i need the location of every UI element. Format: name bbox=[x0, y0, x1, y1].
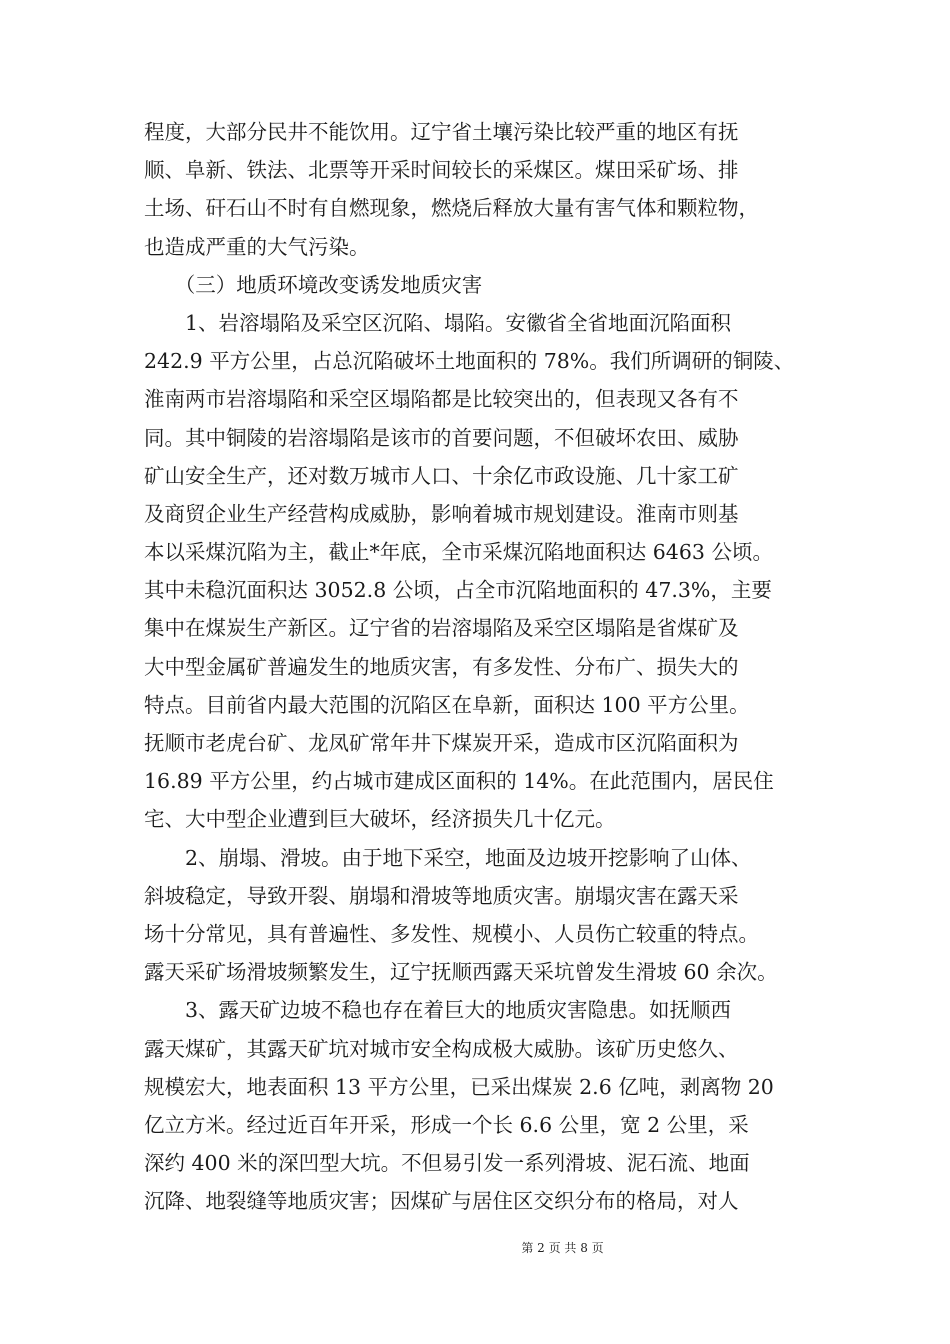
text-line: 淮南两市岩溶塌陷和采空区塌陷都是比较突出的，但表现又各有不 bbox=[144, 387, 739, 412]
text-line: 其中未稳沉面积达 3052.8 公顷，占全市沉陷地面积的 47.3%，主要 bbox=[144, 578, 772, 603]
text-line: 抚顺市老虎台矿、龙凤矿常年井下煤炭开采，造成市区沉陷面积为 bbox=[144, 731, 739, 755]
text-line: 同。其中铜陵的岩溶塌陷是该市的首要问题，不但破坏农田、威胁 bbox=[144, 425, 739, 450]
section-heading: （三）地质环境改变诱发地质灾害 bbox=[144, 272, 483, 297]
text-line: 深约 400 米的深凹型大坑。不但易引发一系列滑坡、泥石流、地面 bbox=[144, 1151, 750, 1176]
text-line: 程度，大部分民井不能饮用。辽宁省土壤污染比较严重的地区有抚 bbox=[144, 120, 739, 144]
text-line: 特点。目前省内最大范围的沉陷区在阜新，面积达 100 平方公里。 bbox=[144, 692, 750, 717]
text-line: 场十分常见，具有普遍性、多发性、规模小、人员伤亡较重的特点。 bbox=[144, 921, 759, 946]
text-line: 规模宏大，地表面积 13 平方公里，已采出煤炭 2.6 亿吨，剥离物 20 bbox=[144, 1074, 774, 1099]
text-line: 顺、阜新、铁法、北票等开采时间较长的采煤区。煤田采矿场、排 bbox=[144, 158, 739, 183]
text-line: 宅、大中型企业遭到巨大破坏，经济损失几十亿元。 bbox=[144, 807, 616, 832]
text-line: 露天采矿场滑坡频繁发生，辽宁抚顺西露天采坑曾发生滑坡 60 余次。 bbox=[144, 960, 778, 985]
page-number-footer: 第 2 页 共 8 页 bbox=[521, 1241, 604, 1255]
text-line: 亿立方米。经过近百年开采，形成一个长 6.6 公里，宽 2 公里，采 bbox=[144, 1112, 749, 1137]
body-text bbox=[144, 113, 809, 1220]
text-line: 沉降、地裂缝等地质灾害；因煤矿与居住区交织分布的格局，对人 bbox=[144, 1189, 739, 1214]
text-line: 露天煤矿，其露天矿坑对城市安全构成极大威胁。该矿历史悠久、 bbox=[144, 1036, 739, 1061]
text-line: 3、露天矿边坡不稳也存在着巨大的地质灾害隐患。如抚顺西 bbox=[144, 998, 732, 1023]
text-line: 也造成严重的大气污染。 bbox=[144, 234, 370, 259]
text-line: 土场、矸石山不时有自燃现象，燃烧后释放大量有害气体和颗粒物， bbox=[144, 196, 759, 221]
text-line: 斜坡稳定，导致开裂、崩塌和滑坡等地质灾害。崩塌灾害在露天采 bbox=[144, 883, 739, 908]
text-line: 集中在煤炭生产新区。辽宁省的岩溶塌陷及采空区塌陷是省煤矿及 bbox=[144, 616, 739, 641]
text-line: 本以采煤沉陷为主，截止*年底，全市采煤沉陷地面积达 6463 公顷。 bbox=[144, 540, 773, 565]
text-line: 242.9 平方公里，占总沉陷破坏土地面积的 78%。我们所调研的铜陵、 bbox=[144, 349, 795, 374]
text-line: 1、岩溶塌陷及采空区沉陷、塌陷。安徽省全省地面沉陷面积 bbox=[144, 310, 732, 335]
text-line: 大中型金属矿普遍发生的地质灾害，有多发性、分布广、损失大的 bbox=[144, 654, 739, 679]
text-line: 16.89 平方公里，约占城市建成区面积的 14%。在此范围内，居民住 bbox=[144, 769, 774, 794]
text-line: 矿山安全生产，还对数万城市人口、十余亿市政设施、几十家工矿 bbox=[144, 463, 739, 488]
text-line: 2、崩塌、滑坡。由于地下采空，地面及边坡开挖影响了山体、 bbox=[144, 845, 752, 870]
text-line: 及商贸企业生产经营构成威胁，影响着城市规划建设。淮南市则基 bbox=[144, 501, 739, 526]
